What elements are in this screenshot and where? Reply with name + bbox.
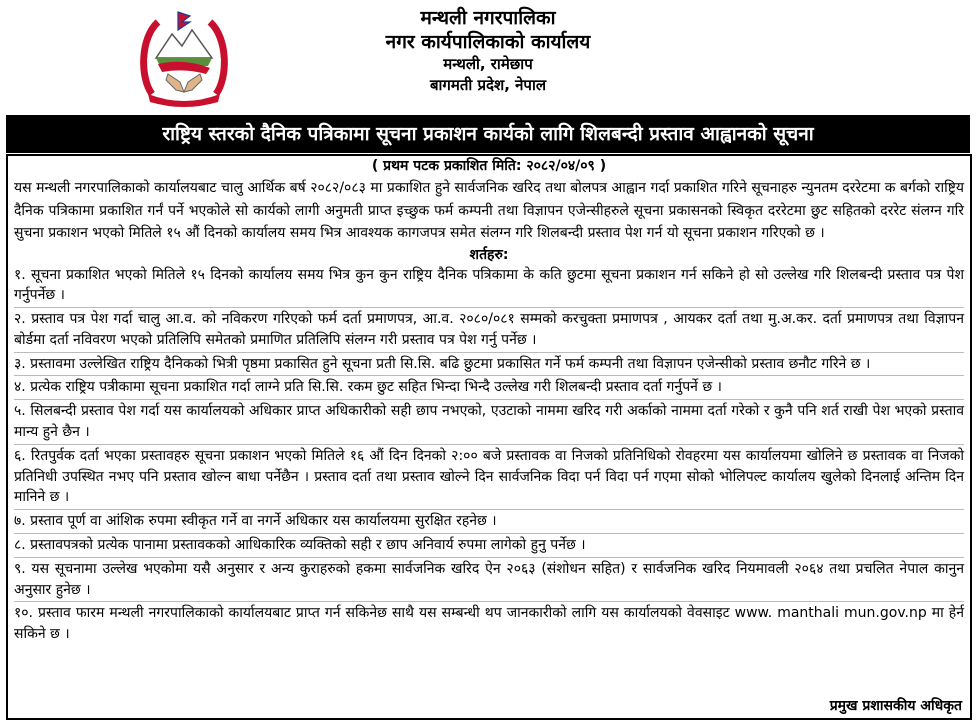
- signature-title: प्रमुख प्रशासकीय अधिकृत: [829, 698, 962, 714]
- condition-item: ३. प्रस्तावमा उल्लेखित राष्ट्रिय दैनिकको भित्री पृष्ठमा प्रकासित हुने सूचना प्रती सि.सि. बढि छुटमा प्रकासित गर्ने फर्म कम्पनी तथा विज्ञापन एजेन्सीको प्रस्ताव छनौट गरिने छ ।: [14, 354, 964, 377]
- office-name: नगर कार्यपालिकाको कार्यालय: [385, 31, 591, 53]
- conditions-list: [14, 265, 964, 647]
- condition-item: २. प्रस्ताव पत्र पेश गर्दा चालु आ.व. को नविकरण गरिएको फर्म दर्ता प्रमाणपत्र, आ.व. २०८०/०८१ सम्मको करचुक्ता प्रमाणपत्र , आयकर दर्ता तथा मु.अ.कर. दर्ता प्रमाणपत्र तथा विज्ञापन बोर्डमा दर्ता नविवरण भएको प्रतिलिपि समेतको प्रमाणित प्रतिलिपि संलग्न गरी प्रस्ताव पत्र पेश गर्नु पर्नेछ ।: [14, 309, 964, 353]
- condition-item: ९. यस सूचनामा उल्लेख भएकोमा यसै अनुसार र अन्य कुराहरुको हकमा सार्वजनिक खरिद ऐन २०६३ (संशोधन सहित) र सार्वजनिक खरिद नियमावली २०६४ तथा प्रचलित नेपाल कानुन अनुसार हुनेछ ।: [14, 559, 964, 603]
- notice-title: राष्ट्रिय स्तरको दैनिक पत्रिकामा सूचना प्रकाशन कार्यको लागि शिलबन्दी प्रस्ताव आह्वानको सूचना: [6, 115, 970, 153]
- condition-item: १०. प्रस्ताव फारम मन्थली नगरपालिकाको कार्यालयबाट प्राप्त गर्न सकिनेछ साथै यस सम्बन्धी थप जानकारीको लागि यस कार्यालयको वेवसाइट www. manthali mun.gov.np मा हेर्न सकिने छ ।: [14, 605, 964, 643]
- letterhead: [0, 6, 976, 96]
- condition-item: ४. प्रत्येक राष्ट्रिय पत्रीकामा सूचना प्रकाशित गर्दा लाग्ने प्रति सि.सि. रकम छुट सहित भिन्दा भिन्दै उल्लेख गरी शिलबन्दी प्रस्ताव दर्ता गर्नुपर्ने छ ।: [14, 377, 964, 400]
- condition-item: ८. प्रस्तावपत्रको प्रत्येक पानामा प्रस्तावकको आधिकारिक व्यक्तिको सही र छाप अनिवार्य रुपमा लागेको हुनु पर्नेछ ।: [14, 535, 964, 558]
- province-name: बागमती प्रदेश, नेपाल: [429, 76, 547, 94]
- municipality-name: मन्थली नगरपालिका: [420, 7, 556, 29]
- condition-item: ५. सिलबन्दी प्रस्ताव पेश गर्दा यस कार्यालयको अधिकार प्राप्त अधिकारीको सही छाप नभएको, एउटाको नाममा खरिद गरी अर्काको नाममा दर्ता गरेको र कुनै पनि शर्त राखी पेश भएको प्रस्ताव मान्य हुने छैन ।: [14, 401, 964, 445]
- condition-item: ७. प्रस्ताव पूर्ण वा आंशिक रुपमा स्वीकृत गर्ने वा नगर्ने अधिकार यस कार्यालयमा सुरक्षित रहनेछ ।: [14, 511, 964, 534]
- published-date: ( प्रथम पटक प्रकाशित मिति: २०८२/०४/०९ ): [371, 158, 607, 174]
- intro-paragraph: यस मन्थली नगरपालिकाको कार्यालयबाट चालु आर्थिक बर्ष २०८२/०८३ मा प्रकाशित हुने सार्वजनिक खरिद तथा बोलपत्र आह्वान गर्दा प्रकाशित गरिने सूचनाहरु न्युनतम दररेटमा क बर्गको राष्ट्रिय दैनिक पत्रिकामा प्रकाशित गर्नं पर्ने भएकोले सो कार्यको लागी अनुमती प्राप्त इच्छुक फर्म कम्पनी तथा विज्ञापन एजेन्सीहरुले सूचना प्रकासनको स्विकृत दररेटमा छुट सहितको दररेट संलग्न गरि सुचना प्रकाशन भएको मितिले १५ औं दिनको कार्यालय समय भित्र आवश्यक कागजपत्र समेत संलग्न गरि शिलबन्दी प्रस्ताव पेश गर्न यो सूचना प्रकाशन गरिएको छ ।: [14, 180, 964, 241]
- notice-body: [6, 154, 972, 720]
- office-location: मन्थली, रामेछाप: [443, 55, 533, 73]
- conditions-heading: शर्तहरु:: [469, 246, 509, 263]
- condition-item: ६. रितपुर्वक दर्ता भएका प्रस्तावहरु सूचना प्रकाशन भएको मितिले १६ औं दिन दिनको २:०० बजे प्रस्तावक वा निजको प्रतिनिधिको रोवहरमा यस कार्यालयमा खोलिने छ प्रस्तावक वा निजको प्रतिनिधी उपस्थित नभए पनि प्रस्ताव खोल्न बाधा पर्नेछैन । प्रस्ताव दर्ता तथा प्रस्ताव खोल्ने दिन सार्वजनिक विदा पर्न विदा पर्न गएमा सोको भोलिपल्ट कार्यालय खुलेको दिनलाई अन्तिम दिन मानिने छ ।: [14, 446, 964, 510]
- condition-item: १. सूचना प्रकाशित भएको मितिले १५ दिनको कार्यालय समय भित्र कुन कुन राष्ट्रिय दैनिक पत्रिकामा के कति छुटमा सूचना प्रकाशन गर्न सकिने हो सो उल्लेख गरि शिलबन्दी प्रस्ताव पत्र पेश गर्नुपर्नेछ ।: [14, 265, 964, 309]
